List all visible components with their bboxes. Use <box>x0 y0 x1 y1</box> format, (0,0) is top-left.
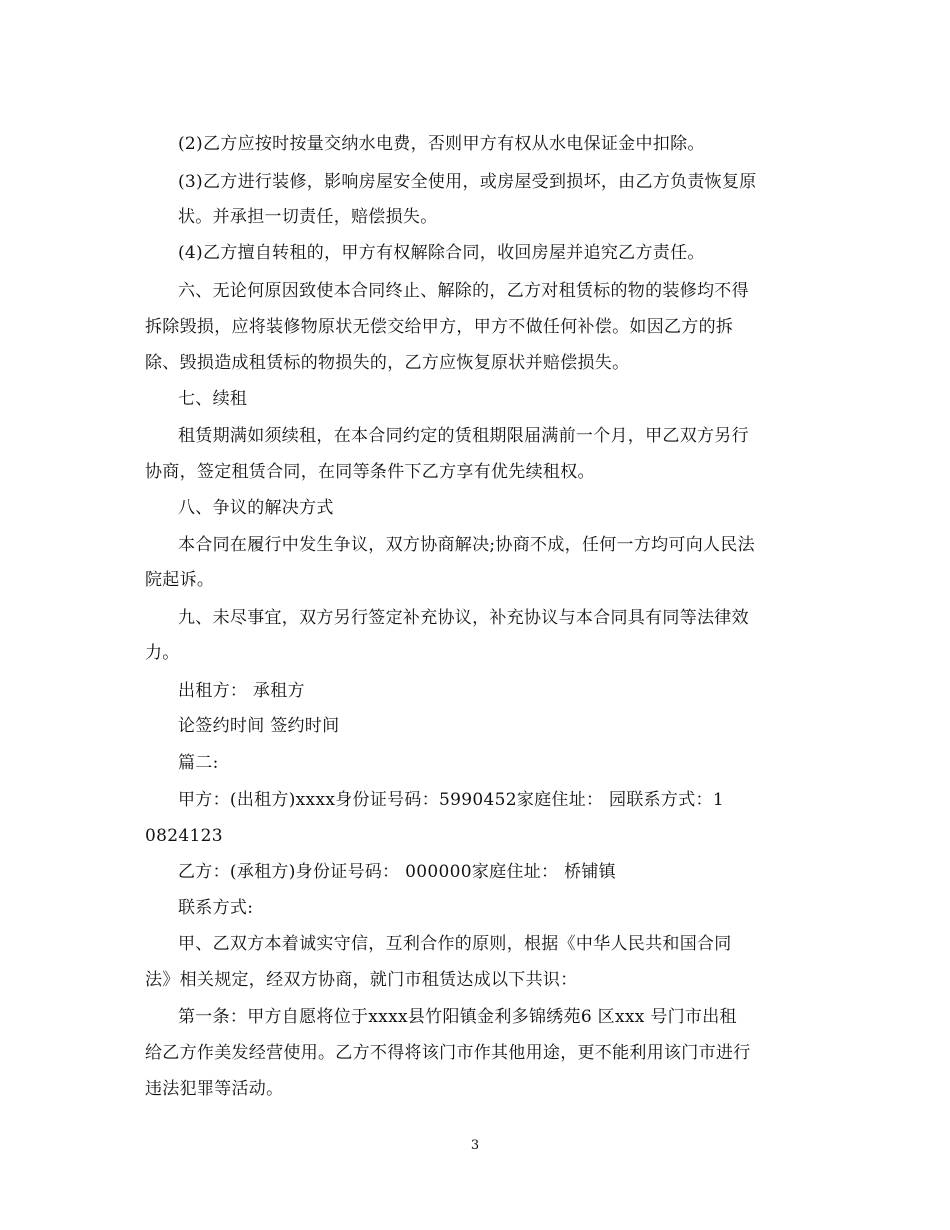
clause-3-line-1: (3)乙方进行装修，影响房屋安全使用，或房屋受到损坏，由乙方负责恢复原 <box>178 172 757 192</box>
section-6-line-1: 六、无论何原因致使本合同终止、解除的，乙方对租赁标的物的装修均不得 <box>178 281 749 301</box>
section-9-line-2: 力。 <box>145 643 180 663</box>
dispute-line-2: 院起诉。 <box>145 570 215 590</box>
article-1-line-3: 违法犯罪等活动。 <box>145 1079 284 1099</box>
contact-line: 联系方式: <box>178 898 254 918</box>
article-1-line-1: 第一条：甲方自愿将位于xxxx县竹阳镇金利多锦绣苑6 区xxx 号门市出租 <box>178 1007 737 1027</box>
section-6-line-3: 除、毁损造成租赁标的物损失的，乙方应恢复原状并赔偿损失。 <box>145 353 630 373</box>
renewal-line-2: 协商，签定租赁合同，在同等条件下乙方享有优先续租权。 <box>145 462 595 482</box>
clause-2-line: (2)乙方应按时按量交纳水电费，否则甲方有权从水电保证金中扣除。 <box>178 134 705 154</box>
section-9-line-1: 九、未尽事宜，双方另行签定补充协议，补充协议与本合同具有同等法律效 <box>178 608 749 628</box>
part-two-heading: 篇二: <box>178 753 219 773</box>
section-6-line-2: 拆除毁损，应将装修物原状无偿交给甲方，甲方不做任何补偿。如因乙方的拆 <box>145 317 734 337</box>
page-number: 3 <box>470 1138 480 1153</box>
party-a-line-1: 甲方：(出租方)xxxx身份证号码：5990452家庭住址： 园联系方式：1 <box>178 790 724 810</box>
party-a-line-2: 0824123 <box>145 826 223 846</box>
clause-4-line: (4)乙方擅自转租的，甲方有权解除合同，收回房屋并追究乙方责任。 <box>178 243 705 263</box>
clause-3-line-2: 状。并承担一切责任，赔偿损失。 <box>178 207 438 227</box>
signature-date-line: 论签约时间 签约时间 <box>178 716 340 736</box>
renewal-line-1: 租赁期满如须续租，在本合同约定的赁租期限届满前一个月，甲乙双方另行 <box>178 426 749 446</box>
section-8-heading: 八、争议的解决方式 <box>178 498 334 518</box>
preamble-line-1: 甲、乙双方本着诚实守信，互利合作的原则，根据《中华人民共和国合同 <box>178 934 732 954</box>
preamble-line-2: 法》相关规定，经双方协商，就门市租赁达成以下共识： <box>145 970 578 990</box>
section-7-heading: 七、续租 <box>178 389 248 409</box>
party-b-line: 乙方：(承租方)身份证号码： 000000家庭住址： 桥铺镇 <box>178 862 616 882</box>
signature-parties-line: 出租方： 承租方 <box>178 681 305 701</box>
article-1-line-2: 给乙方作美发经营使用。乙方不得将该门市作其他用途，更不能利用该门市进行 <box>145 1043 751 1063</box>
dispute-line-1: 本合同在履行中发生争议，双方协商解决;协商不成，任何一方均可向人民法 <box>178 535 755 555</box>
